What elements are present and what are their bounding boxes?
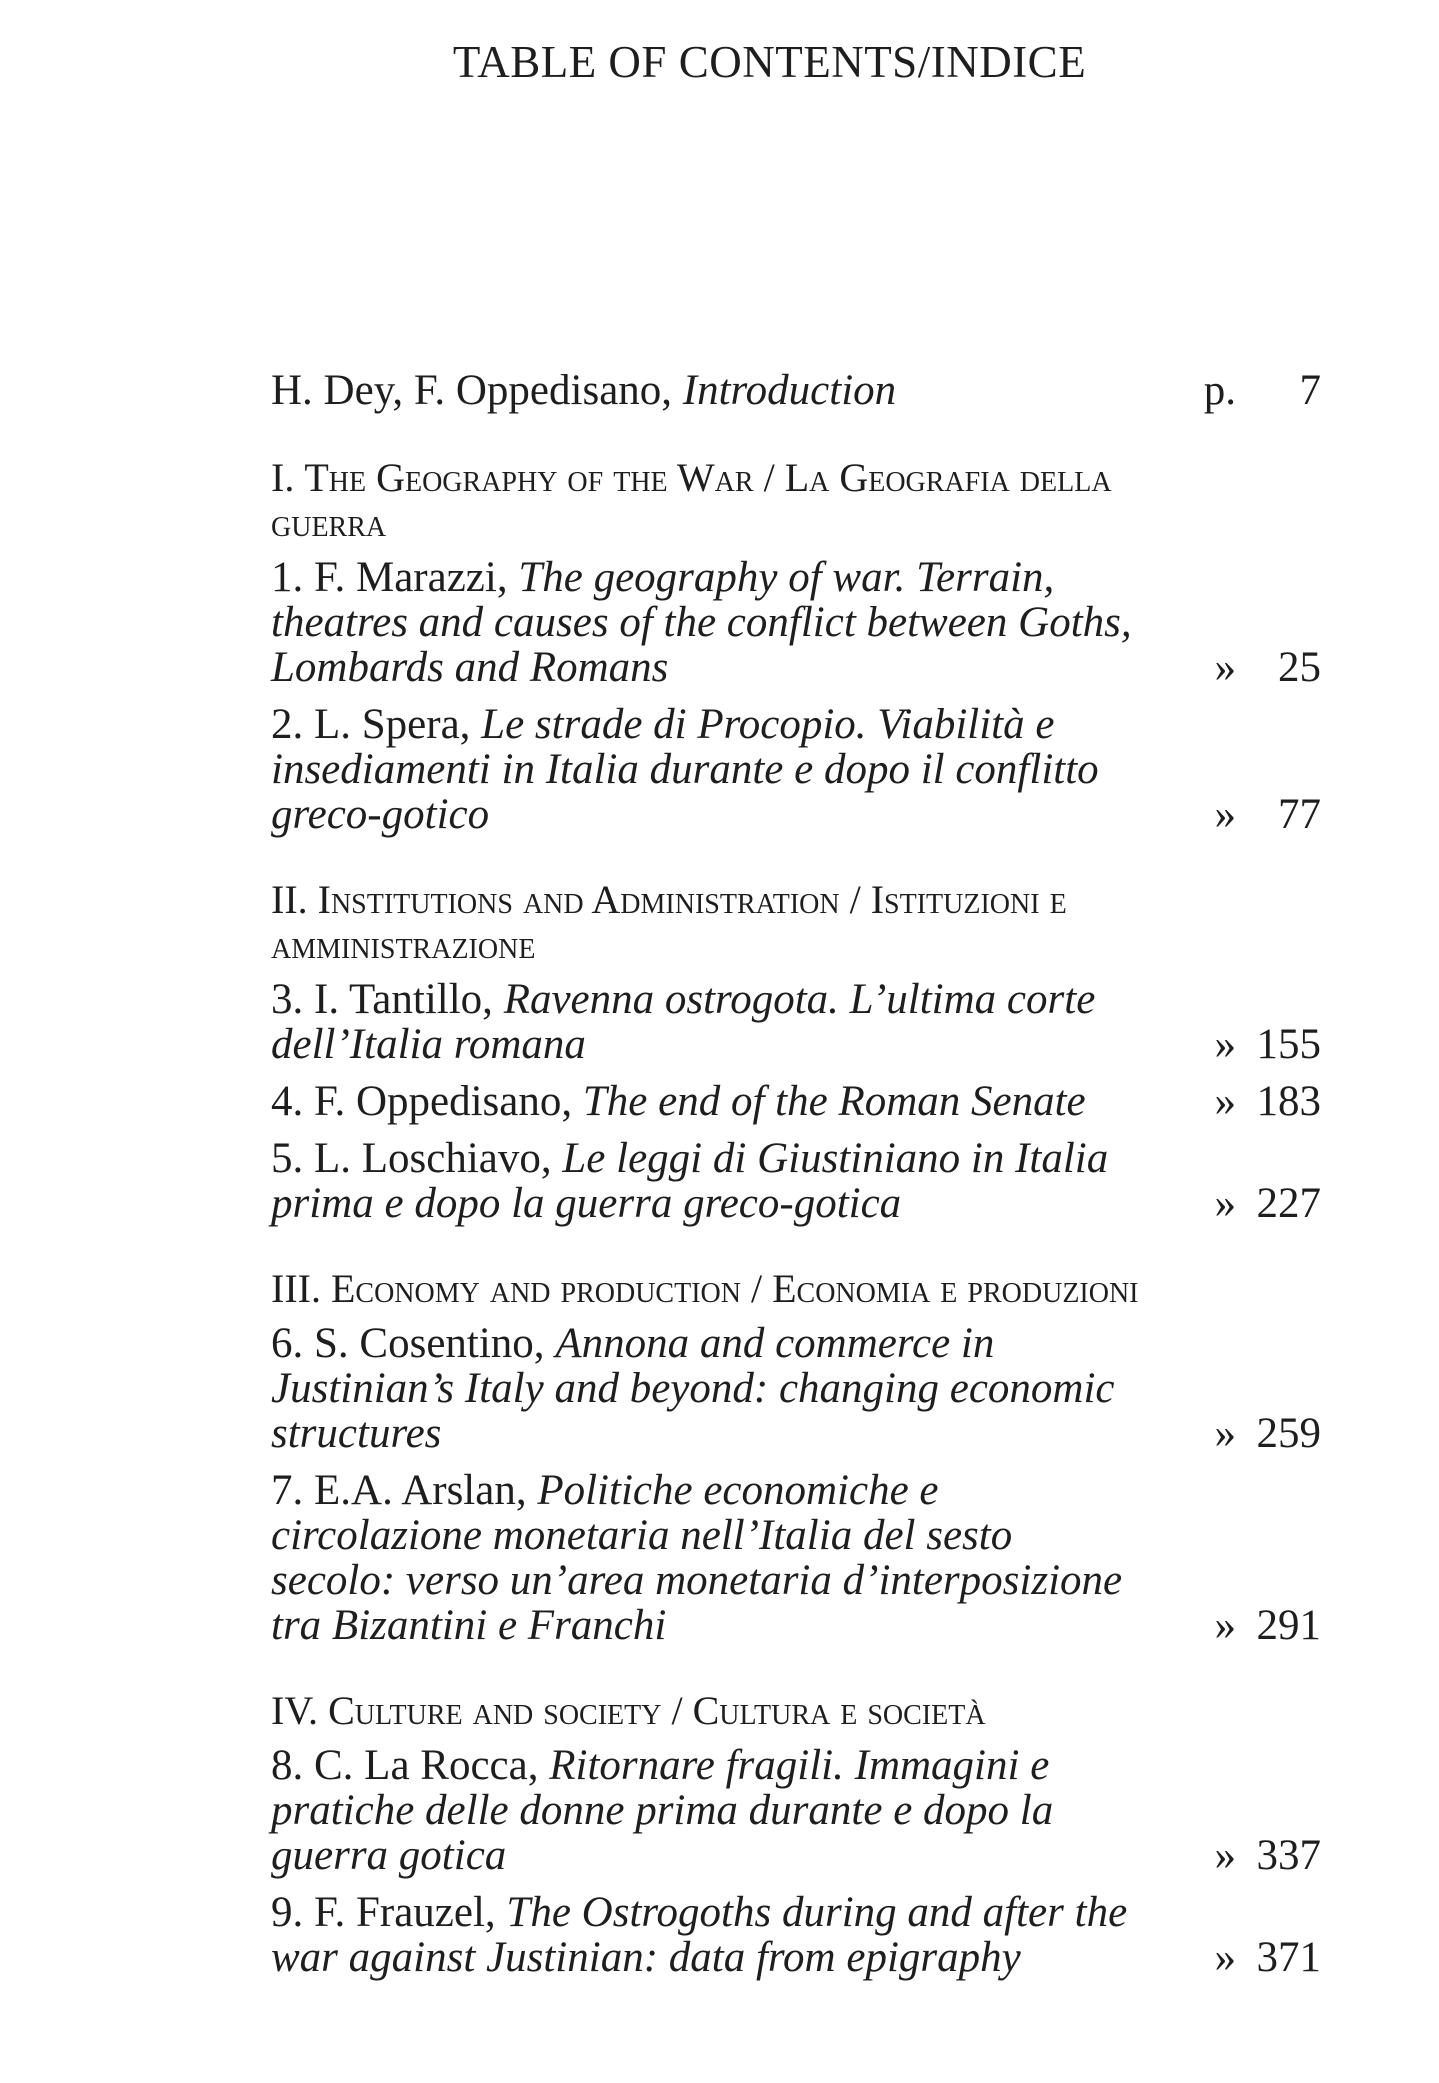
- section-title: Culture and society / Cultura e società: [328, 1688, 986, 1733]
- entry-title: Annona and commerce in Justinian’s Italy and beyond: changing economic structures: [271, 1320, 1115, 1457]
- entry-author: 3. I. Tantillo,: [271, 976, 493, 1023]
- entry-author: 4. F. Oppedisano,: [271, 1078, 573, 1125]
- entry-author: 9. F. Frauzel,: [271, 1889, 496, 1936]
- section-number: I.: [271, 455, 295, 500]
- entry-text: [271, 1890, 1141, 1980]
- toc-entry[interactable]: [271, 555, 1351, 690]
- page-number: 183: [1256, 1078, 1321, 1125]
- ditto-mark: »: [1214, 1078, 1236, 1125]
- section-number: IV.: [271, 1688, 319, 1733]
- toc-entry-introduction[interactable]: [271, 368, 1351, 413]
- toc-entry[interactable]: [271, 1321, 1351, 1456]
- entry-author: 8. C. La Rocca,: [271, 1742, 539, 1789]
- toc-entry[interactable]: [271, 1890, 1351, 1980]
- entry-author: 2. L. Spera,: [271, 701, 471, 748]
- entry-title: Le strade di Procopio. Viabilità e insediamenti in Italia durante e dopo il conflitto greco-gotico: [271, 701, 1099, 838]
- entry-author: H. Dey, F. Oppedisano,: [271, 367, 673, 414]
- ditto-mark: »: [1214, 1602, 1236, 1649]
- entry-title: Le leggi di Giustiniano in Italia prima e dopo la guerra greco-gotica: [271, 1135, 1109, 1227]
- entry-title: Politiche economiche e circolazione monetaria nell’Italia del sesto secolo: verso un’area monetaria d’interposizione tra Bizantini e Franchi: [271, 1467, 1123, 1649]
- ditto-mark: »: [1214, 644, 1236, 691]
- toc-entry[interactable]: [271, 702, 1351, 837]
- entry-author: 6. S. Cosentino,: [271, 1320, 545, 1367]
- entry-author: 1. F. Marazzi,: [271, 554, 508, 601]
- entry-text: [271, 368, 1141, 413]
- entry-text: [271, 1468, 1141, 1648]
- toc-entry[interactable]: [271, 1079, 1351, 1124]
- entry-title: Introduction: [682, 367, 897, 414]
- page-number: 77: [1278, 791, 1321, 838]
- section-heading-1: [271, 455, 1141, 545]
- section-title: Economy and production / Economia e produzioni: [330, 1266, 1139, 1311]
- section-title: Institutions and Administration / Istituzioni e amministrazione: [271, 877, 1067, 967]
- toc-entry[interactable]: [271, 977, 1351, 1067]
- ditto-mark: »: [1214, 1934, 1236, 1981]
- page-number: 25: [1278, 644, 1321, 691]
- entry-title: The geography of war. Terrain, theatres and causes of the conflict between Goths, Lombards and Romans: [271, 554, 1132, 691]
- section-number: II.: [271, 877, 308, 922]
- page-prefix: p.: [1203, 367, 1236, 414]
- entry-title: The end of the Roman Senate: [582, 1078, 1086, 1125]
- ditto-mark: »: [1214, 1180, 1236, 1227]
- section-heading-3: [271, 1266, 1141, 1311]
- toc-entry[interactable]: [271, 1136, 1351, 1226]
- page-number: 291: [1256, 1602, 1321, 1649]
- page-number: 7: [1299, 367, 1321, 414]
- page-number: 371: [1256, 1934, 1321, 1981]
- entry-author: 7. E.A. Arslan,: [271, 1467, 527, 1514]
- page-number: 337: [1256, 1832, 1321, 1879]
- section-title: The Geography of the War / La Geografia della guerra: [271, 455, 1112, 545]
- table-of-contents: [271, 368, 1351, 1980]
- entry-text: [271, 1136, 1141, 1226]
- entry-text: [271, 1079, 1141, 1124]
- ditto-mark: »: [1214, 1832, 1236, 1879]
- page-number: 155: [1256, 1021, 1321, 1068]
- section-heading-2: [271, 877, 1141, 967]
- ditto-mark: »: [1214, 1021, 1236, 1068]
- page-title: TABLE OF CONTENTS/INDICE: [452, 37, 1087, 87]
- toc-entry[interactable]: [271, 1468, 1351, 1648]
- section-number: III.: [271, 1266, 321, 1311]
- entry-title: Ritornare fragili. Immagini e pratiche delle donne prima durante e dopo la guerra gotica: [271, 1742, 1054, 1879]
- ditto-mark: »: [1214, 791, 1236, 838]
- entry-author: 5. L. Loschiavo,: [271, 1135, 552, 1182]
- entry-text: [271, 702, 1141, 837]
- entry-text: [271, 1743, 1141, 1878]
- page-number: 259: [1256, 1410, 1321, 1457]
- entry-text: [271, 1321, 1141, 1456]
- section-heading-4: [271, 1688, 1141, 1733]
- entry-text: [271, 977, 1141, 1067]
- entry-title: Ravenna ostrogota. L’ultima corte dell’Italia romana: [271, 976, 1096, 1068]
- entry-text: [271, 555, 1141, 690]
- toc-entry[interactable]: [271, 1743, 1351, 1878]
- page-number: 227: [1256, 1180, 1321, 1227]
- entry-title: The Ostrogoths during and after the war against Justinian: data from epigraphy: [271, 1889, 1128, 1981]
- ditto-mark: »: [1214, 1410, 1236, 1457]
